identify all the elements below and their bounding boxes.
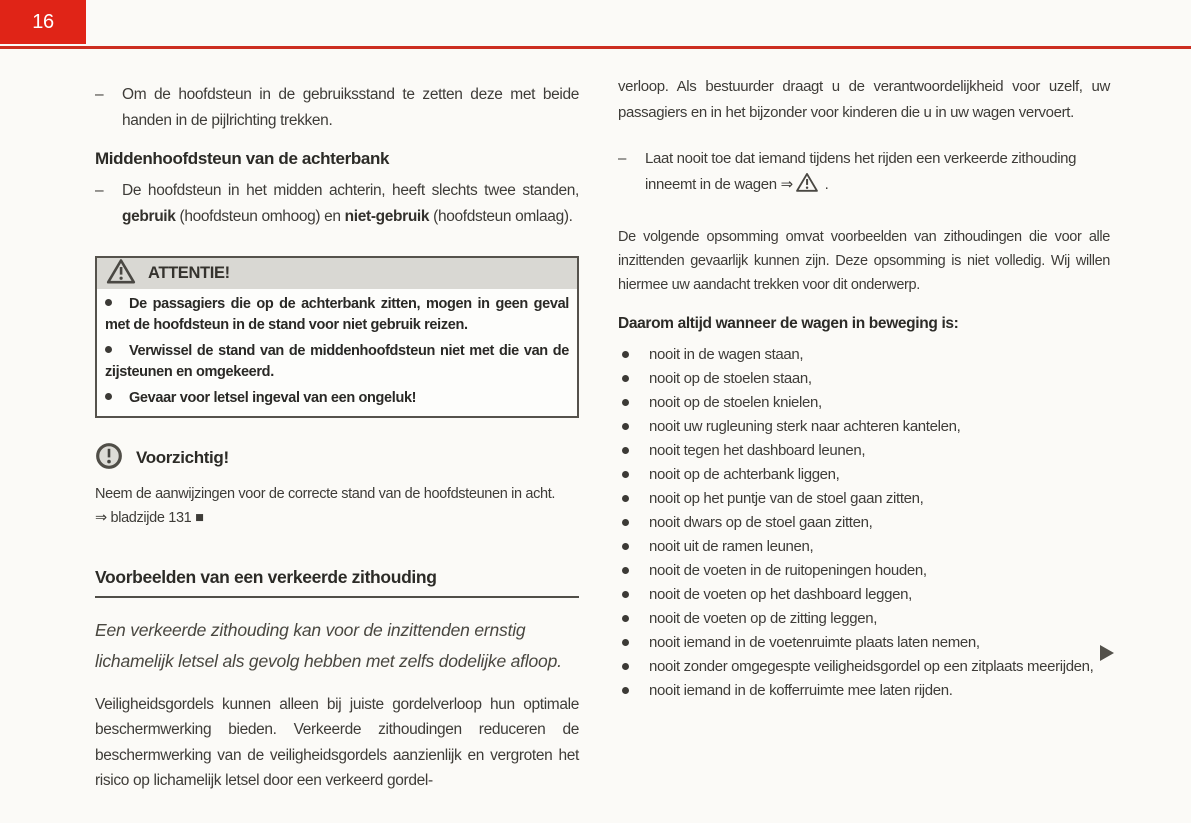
list-item-text: Laat nooit toe dat iemand tijdens het rijden een verkeerde zithouding inneemt in de wagen ⇒ . bbox=[645, 146, 1110, 202]
list-item: nooit iemand in de kofferruimte mee laten rijden. bbox=[618, 682, 1110, 699]
caution-header bbox=[95, 442, 579, 475]
list-item bbox=[618, 146, 1110, 202]
list-item: nooit de voeten op het dashboard leggen, bbox=[618, 586, 1110, 603]
left-column bbox=[95, 82, 579, 794]
exclamation-circle-icon bbox=[95, 442, 123, 475]
list-item: nooit uit de ramen leunen, bbox=[618, 538, 1110, 555]
list-item: nooit op de stoelen staan, bbox=[618, 370, 1110, 387]
right-column bbox=[618, 74, 1110, 706]
list-item: nooit dwars op de stoel gaan zitten, bbox=[618, 514, 1110, 531]
paragraph: verloop. Als bestuurder draagt u de verantwoordelijkheid voor uzelf, uw passagiers en in het bijzonder voor kinderen die u in uw wagen vervoert. bbox=[618, 78, 1110, 121]
attention-bullet: Verwissel de stand van de middenhoofdsteun niet met die van de zijsteunen en omgekeerd. bbox=[105, 343, 569, 380]
continue-arrow-icon bbox=[1100, 645, 1114, 661]
caution-text: Neem de aanwijzingen voor de correcte stand van de hoofdsteunen in acht. ⇒ bladzijde 131 ■ bbox=[95, 485, 556, 526]
bullet-dot bbox=[622, 567, 629, 574]
bullet-dot bbox=[622, 687, 629, 694]
list-item: nooit op de achterbank liggen, bbox=[618, 466, 1110, 483]
header-rule bbox=[0, 46, 1191, 49]
rules-list bbox=[618, 346, 1110, 699]
bullet-dot bbox=[622, 519, 629, 526]
bullet-dot bbox=[622, 447, 629, 454]
list-item: nooit tegen het dashboard leunen, bbox=[618, 442, 1110, 459]
bullet-dot bbox=[622, 639, 629, 646]
list-item: nooit de voeten op de zitting leggen, bbox=[618, 610, 1110, 627]
subsection-heading: Middenhoofdsteun van de achterbank bbox=[95, 149, 390, 168]
dash-marker: – bbox=[95, 86, 104, 103]
page-reference: ⇒ bladzijde 131 ■ bbox=[95, 509, 204, 526]
attention-bullet: Gevaar voor letsel ingeval van een ongeluk! bbox=[105, 388, 569, 409]
bullet-dot bbox=[622, 375, 629, 382]
list-item: nooit iemand in de voetenruimte plaats laten nemen, bbox=[618, 634, 1110, 651]
attention-header bbox=[97, 258, 577, 289]
bullet-dot bbox=[622, 399, 629, 406]
bullet-dot bbox=[622, 663, 629, 670]
warning-triangle-icon bbox=[795, 180, 819, 197]
attention-body bbox=[97, 289, 577, 416]
section-lead-italic: Een verkeerde zithouding kan voor de inzittenden ernstig lichamelijk letsel als gevolg hebben met zelfs dodelijke afloop. bbox=[95, 619, 562, 671]
list-item: nooit op het puntje van de stoel gaan zitten, bbox=[618, 490, 1110, 507]
list-item-text: Om de hoofdsteun in de gebruiksstand te zetten deze met beide handen in de pijlrichting trekken. bbox=[122, 86, 579, 129]
bullet-dot bbox=[622, 615, 629, 622]
list-item-text: De hoofdsteun in het midden achterin, heeft slechts twee standen, gebruik (hoofdsteun omhoog) en niet-gebruik (hoofdsteun omlaag). bbox=[122, 182, 579, 225]
bold-lead-heading: Daarom altijd wanneer de wagen in beweging is: bbox=[618, 315, 959, 332]
caution-title: Voorzichtig! bbox=[136, 448, 229, 467]
arrow-reference: ⇒ bbox=[780, 176, 793, 193]
caution-note bbox=[95, 442, 579, 530]
dash-marker: – bbox=[95, 182, 104, 199]
list-item: nooit op de stoelen knielen, bbox=[618, 394, 1110, 411]
attention-title: ATTENTIE! bbox=[148, 264, 230, 282]
bold-term: niet-gebruik bbox=[344, 207, 430, 225]
list-item: nooit de voeten in de ruitopeningen houden, bbox=[618, 562, 1110, 579]
paragraph: De volgende opsomming omvat voorbeelden van zithoudingen die voor alle inzittenden gevaarlijk kunnen zijn. Deze opsomming is niet volledig. Wij willen hiermee uw aandacht trekken voor dit onderwerp. bbox=[618, 229, 1110, 293]
list-item: nooit zonder omgegespte veiligheidsgordel op een zitplaats meerijden, bbox=[618, 658, 1110, 675]
page-number: 16 bbox=[32, 10, 54, 33]
bullet-dot bbox=[105, 346, 112, 353]
bullet-dot bbox=[105, 393, 112, 400]
bullet-dot bbox=[622, 543, 629, 550]
paragraph: Veiligheidsgordels kunnen alleen bij juiste gordelverloop hun optimale beschermwerking bieden. Verkeerde zithoudingen reduceren de beschermwerking van de veiligheidsgordels aanzienlijk en vergroten het risico op lichamelijk letsel door een verkeerd gordel- bbox=[95, 695, 579, 789]
list-item: nooit uw rugleuning sterk naar achteren kantelen, bbox=[618, 418, 1110, 435]
warning-triangle-icon bbox=[106, 258, 136, 290]
bullet-dot bbox=[622, 495, 629, 502]
bullet-dot bbox=[105, 299, 112, 306]
list-item bbox=[95, 178, 579, 229]
bold-term: gebruik bbox=[122, 207, 176, 225]
section-heading: Voorbeelden van een verkeerde zithouding bbox=[95, 567, 579, 598]
page-number-tab bbox=[0, 0, 86, 44]
list-item: nooit in de wagen staan, bbox=[618, 346, 1110, 363]
bullet-dot bbox=[622, 351, 629, 358]
bullet-dot bbox=[622, 471, 629, 478]
bullet-dot bbox=[622, 423, 629, 430]
attention-bullet: De passagiers die op de achterbank zitten, mogen in geen geval met de hoofdsteun in de stand voor niet gebruik reizen. bbox=[105, 296, 569, 333]
attention-warning-box bbox=[95, 256, 579, 418]
list-item bbox=[95, 82, 579, 133]
bullet-dot bbox=[622, 591, 629, 598]
dash-marker: – bbox=[618, 150, 626, 167]
